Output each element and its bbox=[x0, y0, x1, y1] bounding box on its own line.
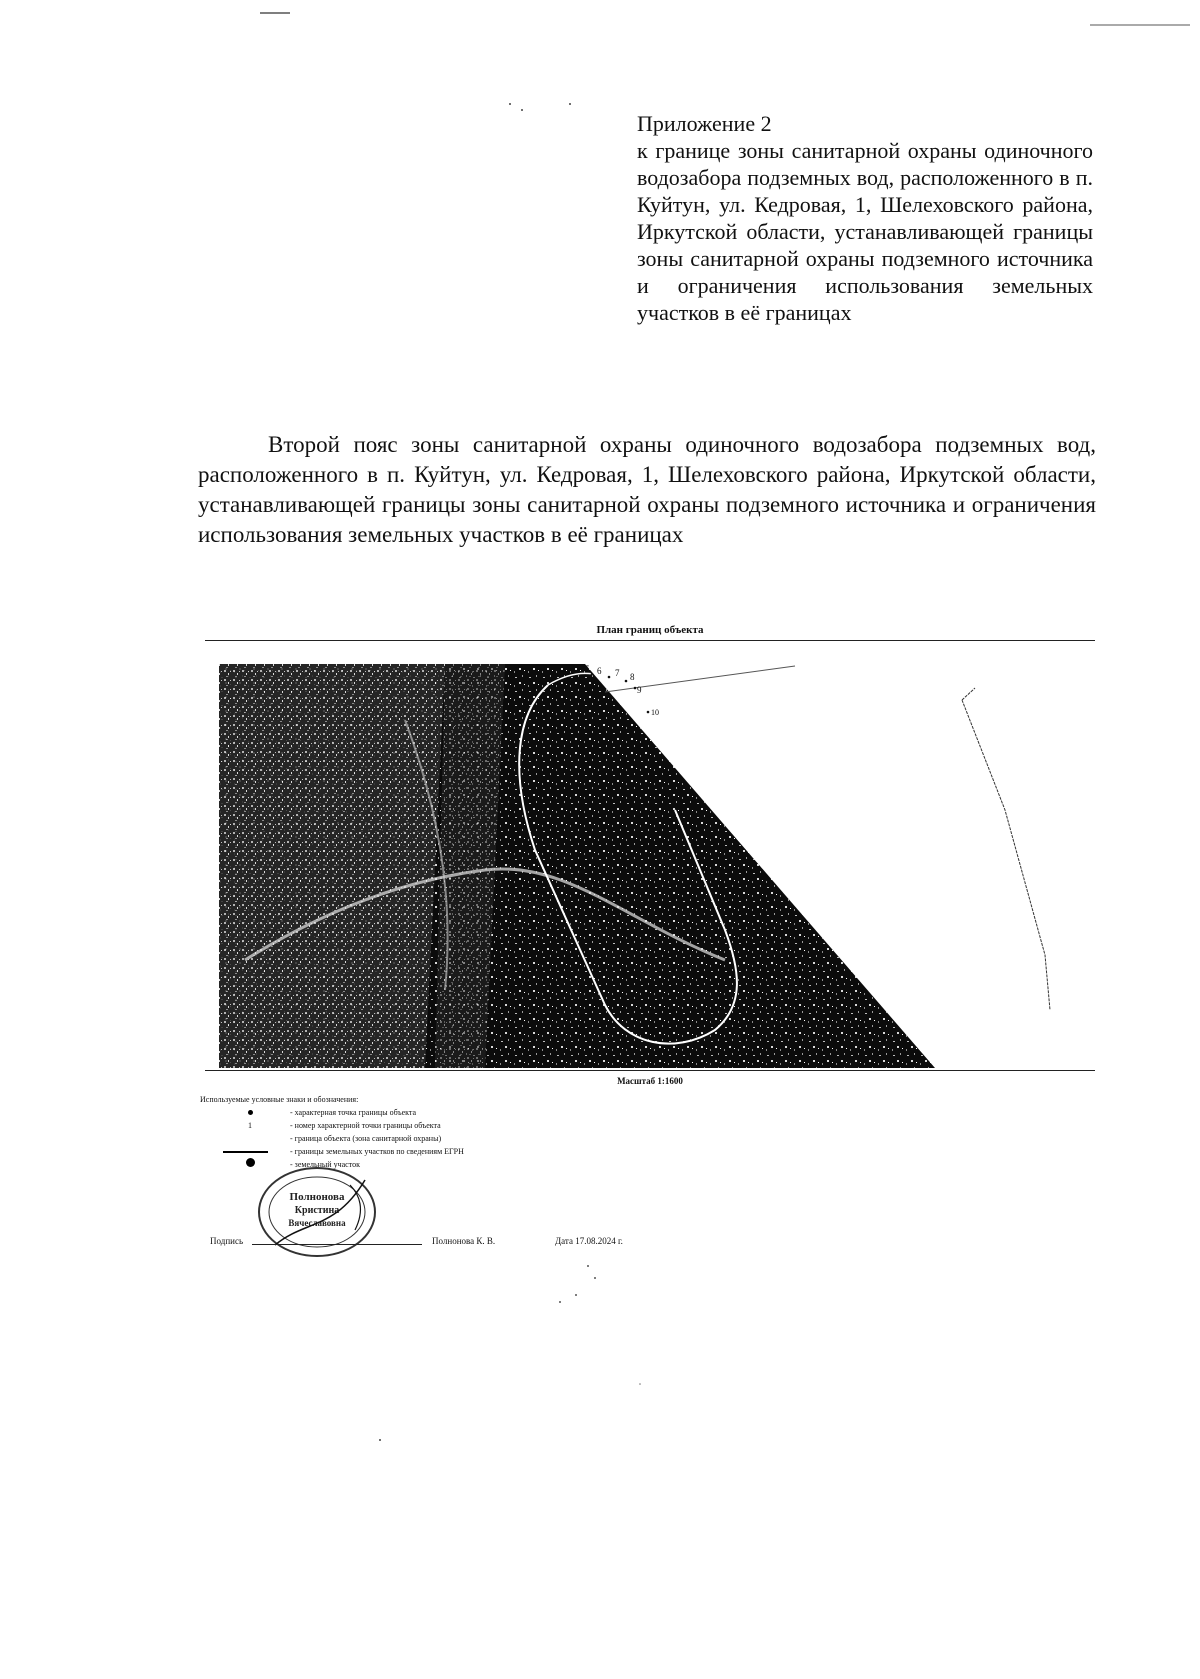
point-number-sample: 1 bbox=[248, 1121, 252, 1130]
appendix-body: к границе зоны санитарной охраны одиночного водозабора подземных вод, расположенного в п. Куйтун, ул. Кедровая, 1, Шелеховского района, Иркутской области, устанавливающей границы зоны санитарной охраны подземного источника и ограничения использования земельных участков в её границах bbox=[637, 138, 1093, 325]
stamp-line-1: Полнонова bbox=[289, 1191, 345, 1203]
legend-item-boundary: - граница объекта (зона санитарной охраны) bbox=[290, 1134, 442, 1143]
point-label-6: 6 bbox=[597, 666, 602, 676]
signature-date: Дата 17.08.2024 г. bbox=[555, 1236, 623, 1246]
point-label-8: 8 bbox=[630, 672, 635, 682]
boundary-plan-map bbox=[205, 660, 1095, 1070]
legend-heading: Используемые условные знаки и обозначения: bbox=[200, 1095, 359, 1104]
plan-top-rule bbox=[205, 640, 1095, 641]
legend-item-number: 1 - номер характерной точки границы объекта bbox=[200, 1119, 600, 1132]
stamp-line-2: Кристина bbox=[294, 1205, 340, 1216]
point-dot-icon bbox=[230, 1106, 270, 1119]
appendix-heading: Приложение 2 bbox=[637, 111, 772, 136]
plan-title: План границ объекта bbox=[596, 624, 704, 636]
parcel-line-icon bbox=[220, 1145, 270, 1158]
point-label-5: 5 bbox=[585, 664, 590, 674]
point-label-7: 7 bbox=[615, 668, 620, 678]
point-label-9: 9 bbox=[637, 685, 642, 695]
point-label-10: 10 bbox=[651, 708, 659, 717]
stamp-line-3: Вячеславовна bbox=[288, 1218, 346, 1228]
plan-bottom-rule bbox=[205, 1070, 1095, 1071]
intro-paragraph: Второй пояс зоны санитарной охраны одиночного водозабора подземных вод, расположенного в п. Куйтун, ул. Кедровая, 1, Шелеховского района, Иркутской области, устанавливающей границы зоны санитарной охраны подземного источника и ограничения использования земельных участков в её границах bbox=[198, 432, 1096, 547]
satellite-texture-left bbox=[219, 664, 445, 1068]
appendix-block bbox=[637, 110, 1093, 326]
legend-item-parcel: - границы земельных участков по сведениям ЕГРН bbox=[200, 1145, 600, 1158]
legend-item-land: - земельный участок bbox=[200, 1158, 600, 1171]
signature-line bbox=[252, 1244, 422, 1245]
signature-label: Подпись bbox=[210, 1236, 244, 1246]
legend-item-point: - характерная точка границы объекта bbox=[200, 1106, 600, 1119]
signer-name: Полнонова К. В. bbox=[432, 1236, 496, 1246]
plan-scale: Масштаб 1:1600 bbox=[617, 1076, 683, 1086]
